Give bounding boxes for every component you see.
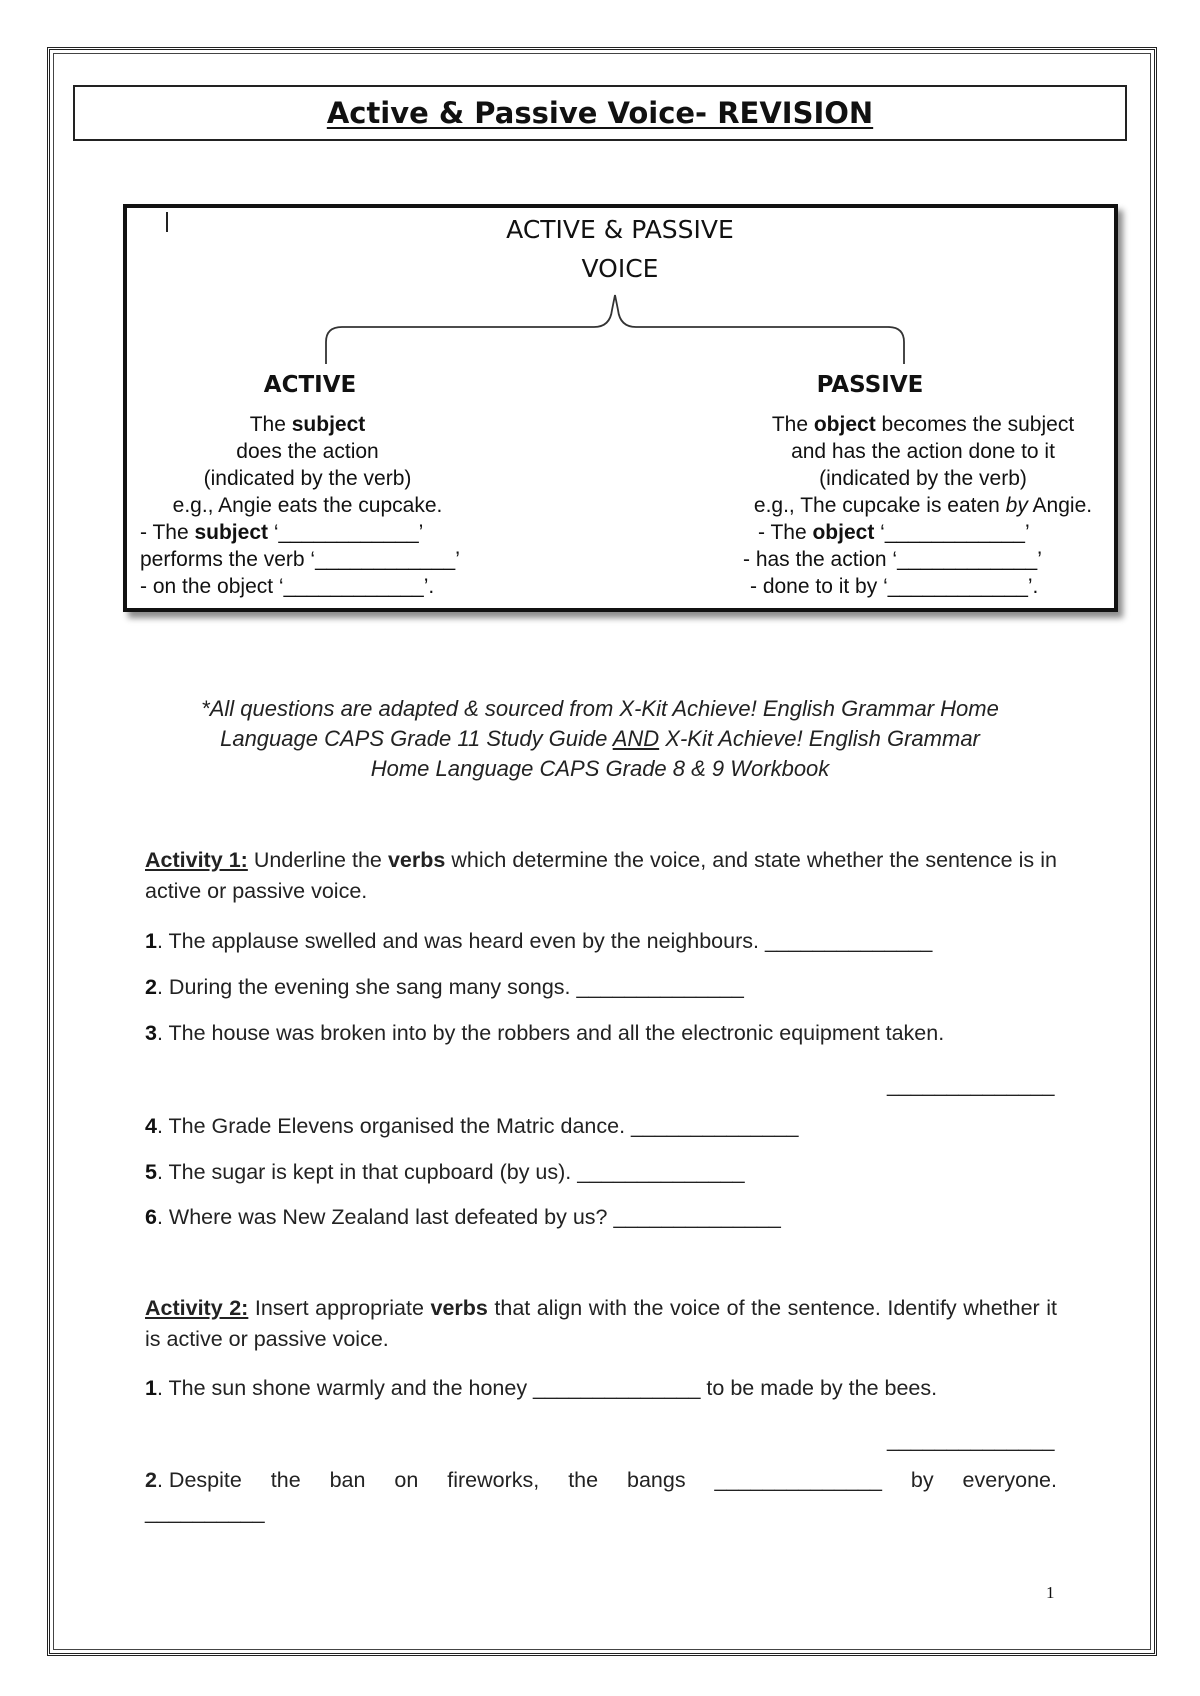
diagram-title-line2: VOICE bbox=[581, 254, 659, 283]
activity2-label: Activity 2: bbox=[145, 1296, 249, 1320]
diagram-title-line1: ACTIVE & PASSIVE bbox=[506, 215, 734, 244]
page-number: 1 bbox=[1046, 1583, 1055, 1602]
activity1-question-1: 1. The applause swelled and was heard even by the neighbours. ______________ bbox=[145, 929, 933, 953]
title-box bbox=[73, 85, 1127, 141]
activity1-label: Activity 1: bbox=[145, 848, 248, 872]
diagram-title bbox=[420, 210, 820, 288]
source-note: *All questions are adapted & sourced from X-Kit Achieve! English Grammar Home Language CAPS Grade 11 Study Guide AND X-Kit Achieve! English Grammar Home Language CAPS Grade 8 & 9 Workbook bbox=[201, 696, 999, 781]
activity1-question-3-answer-line: ______________ bbox=[887, 1073, 1055, 1097]
activity2-question-2-answer-line: __________ bbox=[145, 1500, 265, 1524]
activity2-instructions: Activity 2: Insert appropriate verbs that align with the voice of the sentence. Identify whether it is active or passive voice. bbox=[145, 1296, 1057, 1351]
passive-heading: PASSIVE bbox=[816, 372, 924, 398]
activity2-question-1: 1. The sun shone warmly and the honey ______________ to be made by the bees. bbox=[145, 1376, 938, 1400]
active-heading: ACTIVE bbox=[263, 372, 357, 398]
activity1-question-5: 5. The sugar is kept in that cupboard (by us). ______________ bbox=[145, 1160, 745, 1184]
activity1-question-4: 4. The Grade Elevens organised the Matric dance. ______________ bbox=[145, 1114, 799, 1138]
passive-description: The object becomes the subject and has the action done to it (indicated by the verb) e.g., The cupcake is eaten by Angie. - The object ‘____________’ - has the action ‘____________’ - done to it by ‘____________’. bbox=[743, 413, 1093, 598]
diagram-brace bbox=[300, 292, 930, 372]
activity2-question-2: 2. Despite the ban on fireworks, the bangs ______________ by everyone. bbox=[145, 1468, 1057, 1492]
page-title: Active & Passive Voice- REVISION bbox=[326, 96, 874, 130]
text-cursor-mark bbox=[166, 212, 168, 232]
active-description: The subject does the action (indicated by the verb) e.g., Angie eats the cupcake. - The subject ‘____________’ performs the verb ‘____________’ - on the object ‘____________’. bbox=[140, 413, 460, 598]
activity1-question-3: 3. The house was broken into by the robbers and all the electronic equipment taken. bbox=[145, 1021, 945, 1045]
activity1-instructions: Activity 1: Underline the verbs which determine the voice, and state whether the sentence is in active or passive voice. bbox=[145, 848, 1057, 903]
activity1-question-6: 6. Where was New Zealand last defeated by us? ______________ bbox=[145, 1205, 781, 1229]
activity2-question-1-answer-line: ______________ bbox=[887, 1428, 1055, 1452]
activity1-question-2: 2. During the evening she sang many songs. ______________ bbox=[145, 975, 744, 999]
